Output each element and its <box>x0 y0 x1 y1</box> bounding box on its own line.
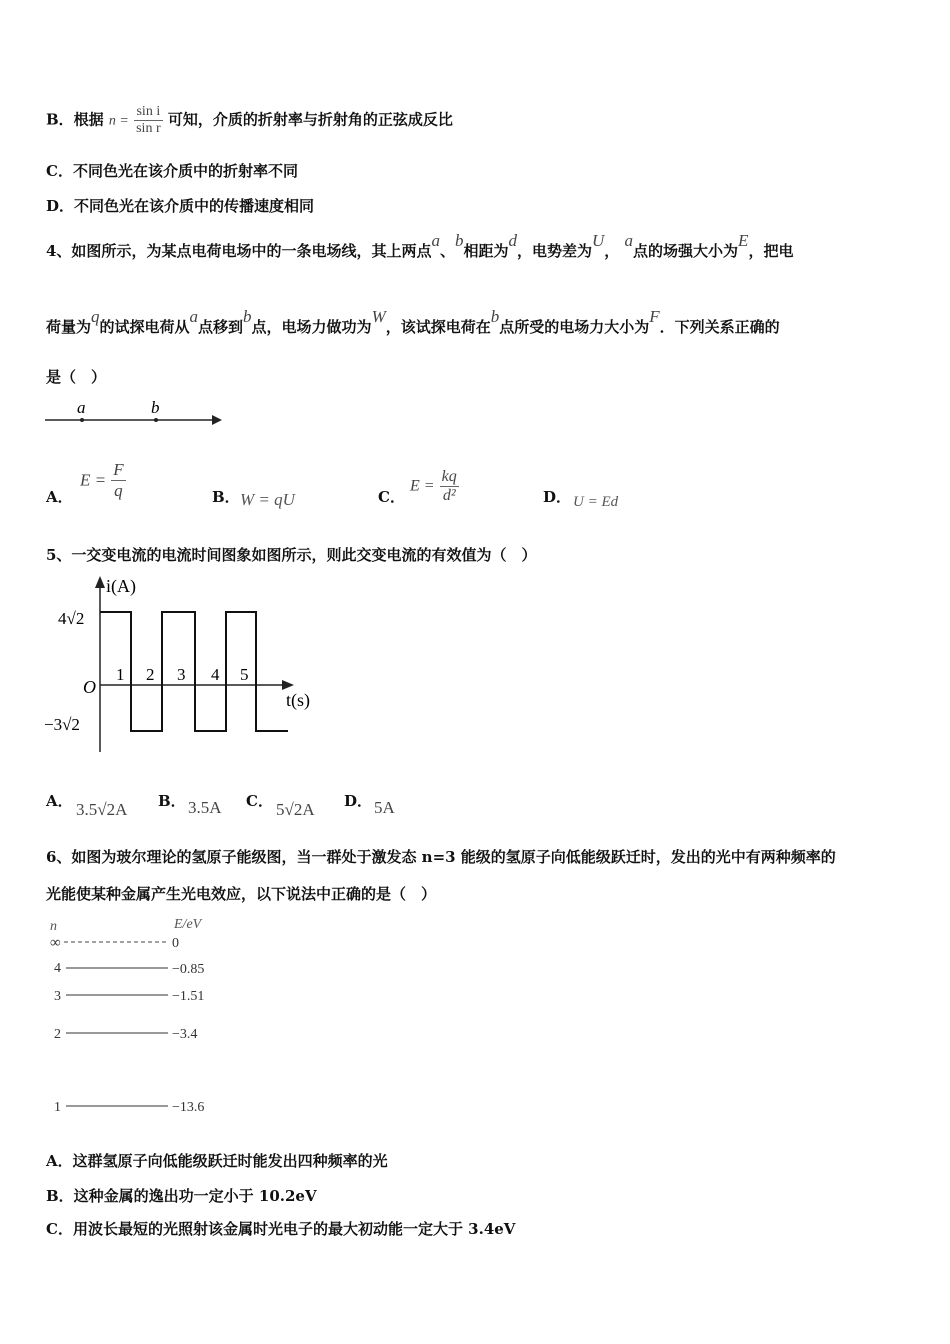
point-a <box>80 418 84 422</box>
symbol-u: U <box>592 231 605 250</box>
q3-option-b <box>46 104 453 137</box>
formula-lhs: E = <box>80 470 107 490</box>
q4-text: 点，电场力做功为 <box>251 318 372 336</box>
q5-option-a-value: 3.5√2A <box>76 800 128 819</box>
separator: 、 <box>439 242 455 260</box>
q4-text: ，把电 <box>748 242 794 260</box>
y-axis-arrow <box>95 576 105 588</box>
level-energy-label: −1.51 <box>172 989 205 1004</box>
q4-option-b-formula: W = qU <box>240 490 295 509</box>
q5-option-d: D． <box>344 792 373 810</box>
origin-label: O <box>83 677 96 697</box>
q4-option-b: B． <box>212 488 240 506</box>
q5-stem: 5、一交变电流的电流时间图象如图所示，则此交变电流的有效值为（ ） <box>46 546 537 564</box>
point-b <box>154 418 158 422</box>
q4-option-c-formula <box>410 468 459 505</box>
symbol-a: a <box>624 231 634 250</box>
fraction-denominator: q <box>114 481 123 500</box>
level-energy-label: 0 <box>172 936 179 951</box>
q4-text: ， <box>604 242 620 260</box>
q6-option-c: C．用波长最短的光照射该金属时光电子的最大初动能一定大于 3.4eV <box>46 1220 516 1238</box>
electric-field-line-figure <box>40 396 230 430</box>
level-n-label: 1 <box>54 1100 61 1115</box>
formula-lhs: E = <box>410 477 435 495</box>
level-n-label: 3 <box>54 989 61 1004</box>
q4-line-1 <box>46 231 794 261</box>
symbol-d: d <box>508 231 517 250</box>
q5-option-c: C． <box>246 792 273 810</box>
q4-line-2 <box>46 307 780 337</box>
q4-text: 点移到 <box>198 318 244 336</box>
q4-text: 4、如图所示，为某点电荷电场中的一条电场线，其上两点 <box>46 242 432 260</box>
symbol-b: b <box>490 307 500 326</box>
formula-n: n = <box>108 113 129 129</box>
q4-text: ，该试探电荷在 <box>385 318 491 336</box>
q4-option-a: A． <box>46 488 73 506</box>
symbol-e: E <box>738 231 749 250</box>
q4-text: ．下列关系正确的 <box>659 318 780 336</box>
fraction-sin <box>134 104 163 137</box>
q4-text: 相距为 <box>463 242 509 260</box>
level-energy-label: −13.6 <box>172 1100 205 1115</box>
q3-option-c: C．不同色光在该介质中的折射率不同 <box>46 162 298 180</box>
level-n-label: ∞ <box>50 935 61 951</box>
symbol-q: q <box>91 307 100 326</box>
symbol-f: F <box>649 307 660 326</box>
fraction-numerator: sin i <box>134 104 163 121</box>
q4-line-3: 是（ ） <box>46 368 107 386</box>
n-header: n <box>50 919 57 934</box>
q3-option-b-label: B．根据 <box>46 110 104 129</box>
label-a: a <box>77 398 86 417</box>
symbol-a: a <box>189 307 199 326</box>
y-max-label: 4√2 <box>58 609 85 628</box>
q4-text: 点所受的电场力大小为 <box>499 318 650 336</box>
q4-option-a-formula <box>80 460 126 501</box>
level-n-label: 4 <box>54 961 61 976</box>
x-axis-label: t(s) <box>286 690 310 710</box>
alternating-current-graph <box>40 570 330 760</box>
fraction-denominator: sin r <box>136 121 161 136</box>
q5-option-d-value: 5A <box>374 798 395 817</box>
q3-option-d: D．不同色光在该介质中的传播速度相同 <box>46 197 315 215</box>
q4-option-d: D． <box>543 488 572 506</box>
symbol-w: W <box>371 307 386 326</box>
level-energy-label: −0.85 <box>172 962 205 977</box>
q5-option-a: A． <box>46 792 73 810</box>
y-min-label: −3√2 <box>44 715 80 734</box>
arrowhead <box>212 415 222 425</box>
tick-label: 5 <box>240 665 249 684</box>
x-axis-arrow <box>282 680 294 690</box>
energy-header: E/eV <box>174 917 202 932</box>
q5-option-b-value: 3.5A <box>188 798 222 817</box>
q4-text: ，电势差为 <box>516 242 592 260</box>
fraction-numerator: kq <box>441 468 457 485</box>
q4-text: 点的场强大小为 <box>633 242 739 260</box>
tick-label: 1 <box>116 665 125 684</box>
q6-option-a: A．这群氢原子向低能级跃迁时能发出四种频率的光 <box>46 1152 388 1170</box>
tick-label: 2 <box>146 665 155 684</box>
tick-label: 4 <box>211 665 220 684</box>
q6-stem-line-2: 光能使某种金属产生光电效应，以下说法中正确的是（ ） <box>46 885 437 903</box>
level-energy-label: −3.4 <box>172 1027 198 1042</box>
q4-text: 荷量为 <box>46 318 92 336</box>
q4-text: 的试探电荷从 <box>99 318 190 336</box>
symbol-a: a <box>431 231 440 250</box>
energy-level-diagram <box>44 912 234 1120</box>
label-b: b <box>151 398 160 417</box>
tick-label: 3 <box>177 665 186 684</box>
q6-option-b: B．这种金属的逸出功一定小于 10.2eV <box>46 1187 317 1205</box>
symbol-b: b <box>243 307 252 326</box>
q3-option-b-text: 可知，介质的折射率与折射角的正弦成反比 <box>167 110 453 129</box>
q4-option-d-formula: U = Ed <box>573 494 619 510</box>
fraction-denominator: d² <box>442 487 456 504</box>
fraction-numerator: F <box>113 460 124 479</box>
level-n-label: 2 <box>54 1027 61 1042</box>
symbol-b: b <box>454 231 464 250</box>
current-waveform <box>100 612 288 731</box>
q5-option-c-value: 5√2A <box>276 800 315 819</box>
q5-option-b: B． <box>158 792 186 810</box>
q4-option-c: C． <box>378 488 405 506</box>
q6-stem-line-1: 6、如图为玻尔理论的氢原子能级图，当一群处于激发态 n=3 能级的氢原子向低能级跃迁时，发出的光中有两种频率的 <box>46 848 836 866</box>
y-axis-label: i(A) <box>106 576 136 596</box>
